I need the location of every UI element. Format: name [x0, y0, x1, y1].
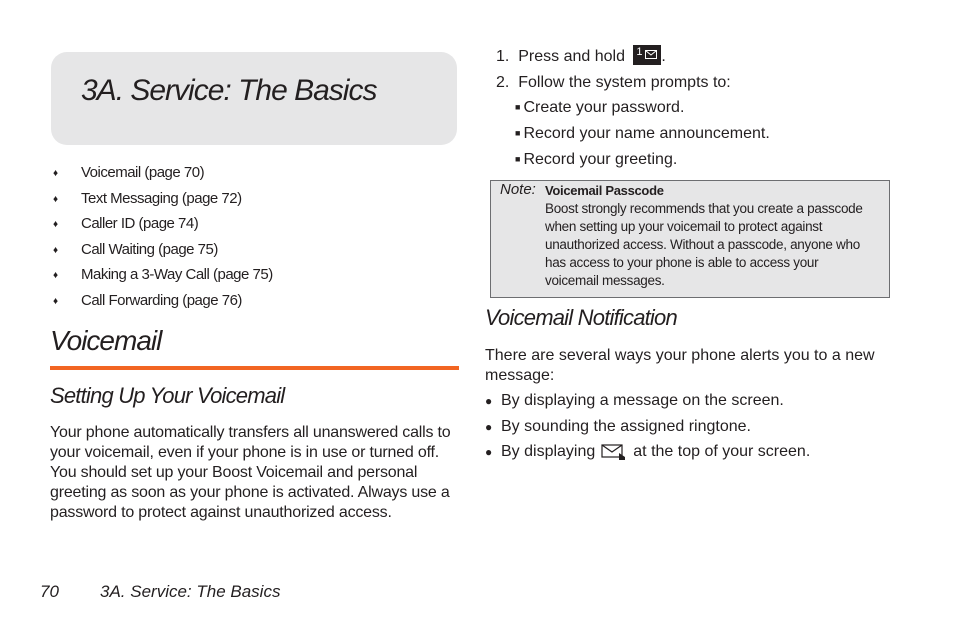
- page-number: 70: [40, 582, 59, 601]
- square-bullet-icon: ■: [515, 102, 521, 112]
- square-bullet-icon: ■: [515, 154, 521, 164]
- diamond-bullet-icon: ♦: [53, 270, 58, 281]
- toc-item[interactable]: ♦ Text Messaging (page 72): [50, 186, 273, 212]
- list-item: ● By displaying a message on the screen.: [485, 392, 784, 409]
- diamond-bullet-icon: ♦: [53, 168, 58, 179]
- diamond-bullet-icon: ♦: [53, 219, 58, 230]
- voicemail-heading: Voicemail: [50, 325, 162, 356]
- toc-item[interactable]: ♦ Making a 3-Way Call (page 75): [50, 262, 273, 288]
- step-1: 1. Press and hold 1 .: [496, 46, 666, 65]
- diamond-bullet-icon: ♦: [53, 295, 58, 307]
- note-heading: Voicemail Passcode: [545, 183, 664, 198]
- envelope-icon: [601, 442, 627, 466]
- square-bullet-icon: ■: [515, 128, 521, 138]
- list-item: ● By sounding the assigned ringtone.: [485, 417, 751, 435]
- sub-step: ■ Record your greeting.: [515, 151, 678, 168]
- note-body: Boost strongly recommends that you create a passcode when setting up your voicemail to protect against unauthorized access. Without a passcode, anyone who has access to your phone is able to access your voicemail messages.: [545, 201, 863, 288]
- notification-intro: There are several ways your phone alerts you to a new message:: [485, 347, 875, 384]
- toc-item[interactable]: ♦ Call Forwarding (page 76): [50, 288, 273, 314]
- circle-bullet-icon: ●: [485, 419, 493, 434]
- step-2: 2. Follow the system prompts to:: [496, 74, 731, 91]
- toc-item[interactable]: ♦ Voicemail (page 70): [50, 160, 273, 186]
- heading-divider: [50, 366, 459, 370]
- setup-voicemail-subheading: Setting Up Your Voicemail: [50, 383, 285, 408]
- sub-step: ■ Create your password.: [515, 99, 685, 116]
- setup-voicemail-paragraph: Your phone automatically transfers all unanswered calls to your voicemail, even if your phone is in use or turned off. You should set up your Boost Voicemail and personal greeting as soon as your phone is activated. Always use a password to protect against unauthorized access.: [50, 424, 451, 521]
- toc-item[interactable]: ♦ Caller ID (page 74): [50, 211, 273, 237]
- voicemail-key-icon: 1: [633, 45, 661, 65]
- circle-bullet-icon: ●: [485, 394, 493, 408]
- section-title: 3A. Service: The Basics: [81, 74, 377, 107]
- diamond-bullet-icon: ♦: [53, 193, 58, 205]
- list-item: ● By displaying at the top of your screen.: [485, 442, 810, 468]
- notification-list: [485, 391, 810, 468]
- diamond-bullet-icon: ♦: [53, 244, 58, 256]
- toc-item[interactable]: ♦ Call Waiting (page 75): [50, 237, 273, 263]
- section-contents-list: [50, 160, 273, 313]
- circle-bullet-icon: ●: [485, 445, 493, 459]
- footer-section-title: 3A. Service: The Basics: [100, 582, 281, 601]
- sub-step: ■ Record your name announcement.: [515, 125, 770, 142]
- voicemail-notification-heading: Voicemail Notification: [485, 305, 677, 330]
- note-label: Note:: [500, 181, 536, 198]
